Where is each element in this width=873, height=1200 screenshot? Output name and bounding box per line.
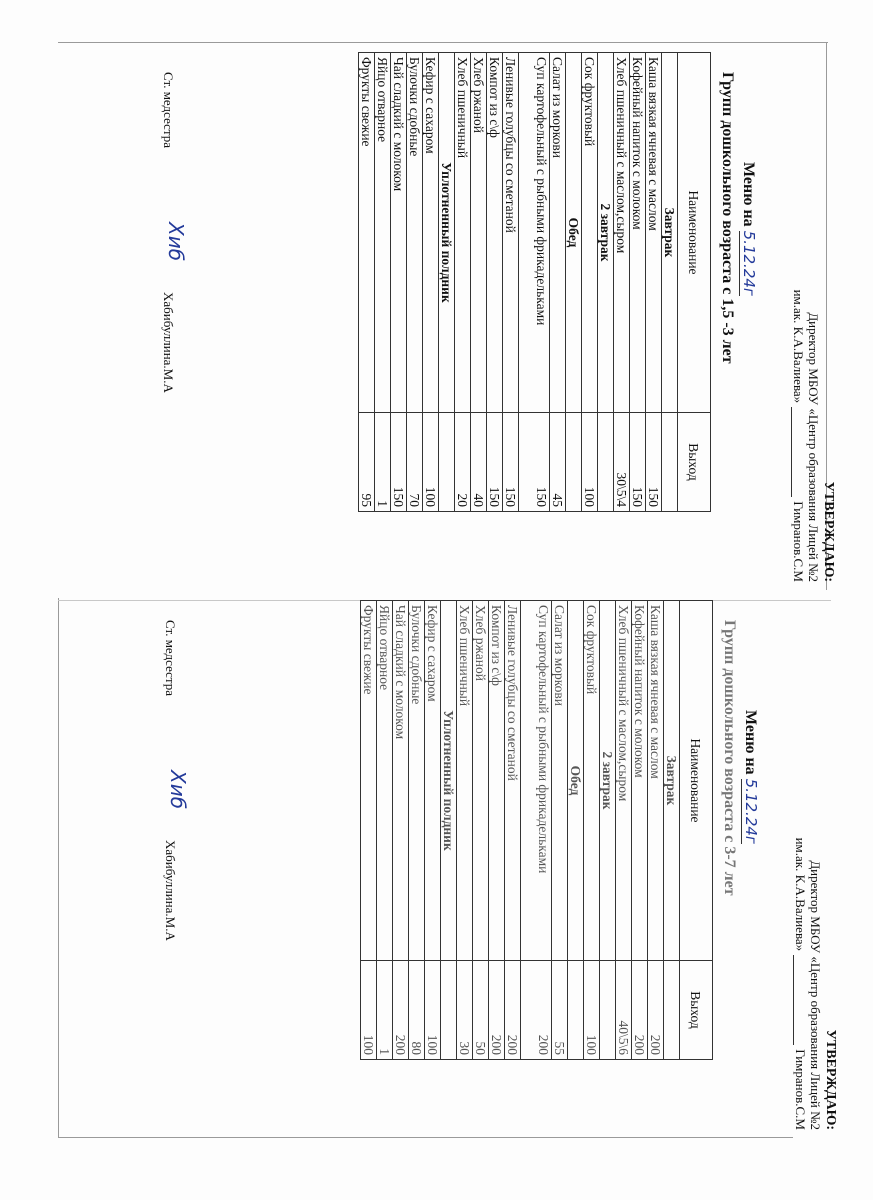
dish-name: Суп картофельный с рыбными фрикадельками [519,53,550,413]
table-row [393,601,409,1060]
table-row [582,53,598,512]
table-row [457,601,473,1060]
dish-name: Хлеб пшеничный с маслом,сыром [616,601,632,961]
dish-output: 200 [393,961,409,1060]
menu-title [741,600,760,1130]
menu-sheet-toddlers [116,52,836,582]
dish-output: 55 [552,961,568,1060]
dish-output: 200 [648,961,664,1060]
approval-sign-line [793,790,808,1130]
dish-output: 70 [407,413,423,512]
dish-output: 1 [377,961,393,1060]
nurse-signature: Хиб [166,770,190,810]
table-row [471,53,487,512]
section-output-cell [439,413,455,512]
table-row [377,601,393,1060]
dish-name: Кофейный напиток с молоком [632,601,648,961]
section-output-cell [600,961,616,1060]
section-title: Завтрак [664,601,680,961]
dish-output: 200 [505,961,521,1060]
menu-date: 5.12.24г [742,778,760,844]
nurse-label: Ст. медсестра [163,620,178,697]
table-row [614,53,630,512]
section-output-cell [441,961,457,1060]
table-header-row [680,601,713,1060]
column-header-output: Выход [678,413,711,512]
approval-director-line: Директор МБОУ «Центр образования Лицей №2 [806,312,821,582]
group-title: Групп дошкольного возраста с 1,5 -3 лет [719,72,736,364]
dish-name: Ленивые голубцы со сметаной [503,53,519,413]
table-row [630,53,646,512]
dish-name: Яйцо отварное [377,601,393,961]
approval-sign-line [791,242,806,582]
approval-block [793,790,838,1130]
dish-output: 100 [425,961,441,1060]
section-title: Обед [568,601,584,961]
dish-name: Чай сладкий с молоком [393,601,409,961]
nurse-label: Ст. медсестра [161,72,176,149]
table-row [409,601,425,1060]
table-row [361,601,377,1060]
dish-name: Суп картофельный с рыбными фрикадельками [521,601,552,961]
signature-blank [791,407,806,497]
table-row [425,601,441,1060]
section-title: 2 завтрак [598,53,614,413]
dish-output: 100 [423,413,439,512]
table-row [391,53,407,512]
dish-output: 30 [457,961,473,1060]
dish-output: 200 [489,961,505,1060]
dish-name: Салат из моркови [550,53,566,413]
table-row [632,601,648,1060]
dish-name: Хлеб пшеничный с маслом,сыром [614,53,630,413]
dish-output: 150 [630,413,646,512]
dish-output: 30\5\4 [614,413,630,512]
group-title: Групп дошкольного возраста с 3-7 лет [721,620,738,896]
table-row [505,601,521,1060]
dish-name: Кофейный напиток с молоком [630,53,646,413]
column-header-name: Наименование [678,53,711,413]
table-row [519,53,550,512]
nurse-name: Хабибуллина.М.А [161,292,176,393]
table-row [521,601,552,1060]
table-row [473,601,489,1060]
table-row [489,601,505,1060]
table-row [455,53,471,512]
dish-name: Компот из с\ф [487,53,503,413]
section-title: Обед [566,53,582,413]
menu-title [739,52,758,582]
dish-name: Чай сладкий с молоком [391,53,407,413]
table-row [503,53,519,512]
menu-label: Меню на [742,710,759,775]
section-title: Уплотненный полдник [439,53,455,413]
section-title: 2 завтрак [600,601,616,961]
section-title: Завтрак [662,53,678,413]
dish-name: Булочки сдобные [407,53,423,413]
approval-heading: УТВЕРЖДАЮ: [821,481,836,582]
approval-director-line: Директор МБОУ «Центр образования Лицей №2 [808,860,823,1130]
column-header-output: Выход [680,961,713,1060]
dish-name: Яйцо отварное [375,53,391,413]
dish-name: Салат из моркови [552,601,568,961]
page-edge [58,598,59,1138]
section-row [600,601,616,1060]
table-header-row [678,53,711,512]
section-output-cell [598,413,614,512]
section-row [439,53,455,512]
column-header-name: Наименование [680,601,713,961]
page-edge [58,1137,793,1138]
table-row [423,53,439,512]
table-row [552,601,568,1060]
dish-output: 150 [519,413,550,512]
dish-output: 80 [409,961,425,1060]
table-row [616,601,632,1060]
menu-sheet-preschool [118,600,838,1130]
dish-output: 200 [632,961,648,1060]
dish-name: Булочки сдобные [409,601,425,961]
table-row [648,601,664,1060]
dish-name: Компот из с\ф [489,601,505,961]
section-title: Уплотненный полдник [441,601,457,961]
section-row [664,601,680,1060]
section-row [566,53,582,512]
menu-table [358,52,711,512]
dish-name: Хлеб пшеничный [455,53,471,413]
section-row [598,53,614,512]
nurse-signature: Хиб [164,222,188,262]
dish-name: Ленивые голубцы со сметаной [505,601,521,961]
dish-name: Фрукты свежие [361,601,377,961]
approval-school-name: им.ак. К.А.Валиева» [791,289,806,404]
dish-output: 150 [646,413,662,512]
dish-name: Фрукты свежие [359,53,375,413]
dish-output: 100 [584,961,600,1060]
dish-name: Сок фруктовый [584,601,600,961]
dish-output: 40\5\6 [616,961,632,1060]
section-output-cell [568,961,584,1060]
dish-name: Хлеб ржаной [471,53,487,413]
section-output-cell [662,413,678,512]
section-output-cell [566,413,582,512]
table-row [646,53,662,512]
dish-name: Хлеб пшеничный [457,601,473,961]
dish-output: 100 [582,413,598,512]
dish-output: 20 [455,413,471,512]
approval-director-name: Гимранов.С.М [791,501,806,582]
dish-output: 50 [473,961,489,1060]
approval-block [791,242,836,582]
dish-name: Кефир с сахаром [423,53,439,413]
table-row [487,53,503,512]
approval-director-name: Гимранов.С.М [793,1049,808,1130]
table-row [550,53,566,512]
page-edge [58,42,828,43]
dish-output: 150 [503,413,519,512]
menu-table [360,600,713,1060]
section-row [662,53,678,512]
menu-date: 5.12.24г [740,230,758,296]
dish-output: 1 [375,413,391,512]
dish-output: 150 [487,413,503,512]
dish-name: Каша вязкая ячневая с маслом [646,53,662,413]
dish-name: Каша вязкая ячневая с маслом [648,601,664,961]
signature-blank [793,955,808,1045]
nurse-name: Хабибуллина.М.А [163,840,178,941]
table-row [359,53,375,512]
approval-heading: УТВЕРЖДАЮ: [823,1029,838,1130]
table-row [375,53,391,512]
approval-school-name: им.ак. К.А.Валиева» [793,837,808,952]
dish-output: 40 [471,413,487,512]
dish-name: Кефир с сахаром [425,601,441,961]
table-row [407,53,423,512]
section-row [568,601,584,1060]
dish-output: 150 [391,413,407,512]
dish-output: 95 [359,413,375,512]
dish-output: 100 [361,961,377,1060]
dish-output: 45 [550,413,566,512]
menu-label: Меню на [740,162,757,227]
dish-output: 200 [521,961,552,1060]
dish-name: Сок фруктовый [582,53,598,413]
dish-name: Хлеб ржаной [473,601,489,961]
table-row [584,601,600,1060]
section-row [441,601,457,1060]
section-output-cell [664,961,680,1060]
